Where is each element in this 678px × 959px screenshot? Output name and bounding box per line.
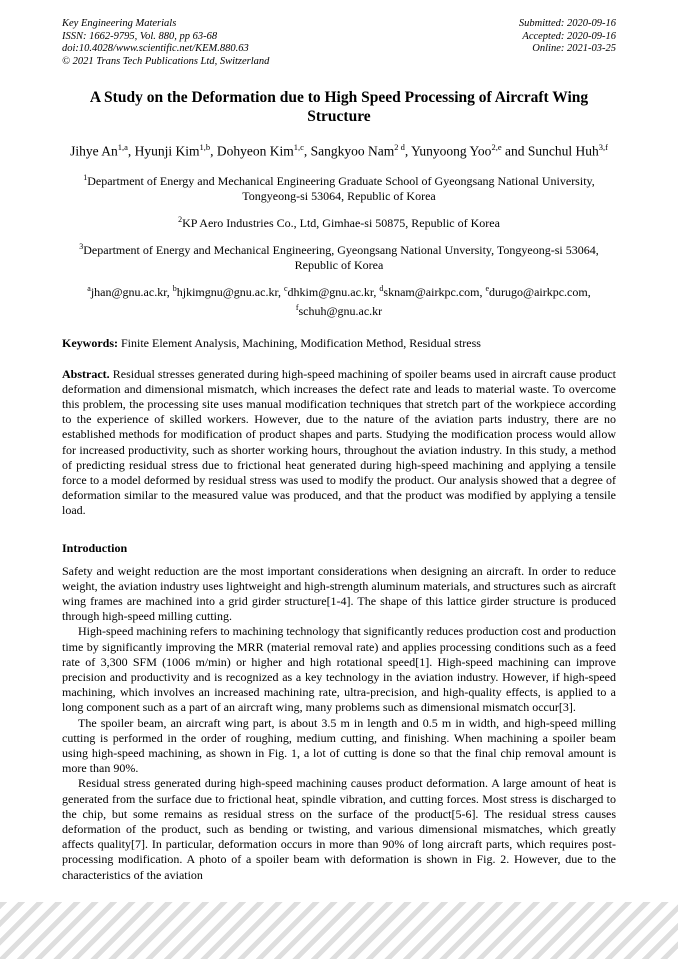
intro-paragraph-1: Safety and weight reduction are the most important considerations when designing an aircraft. In order to reduce weight, the aviation industry uses lightweight and high-strength aluminum materials, and structures such as aircraft wing frames are machined into a grid girder structure[1-4]. The shape of this lattice girder structure is produced through high-speed milling cutting. — [62, 563, 616, 624]
email-item — [284, 285, 376, 299]
email-address: durugo@airkpc.com, — [489, 284, 591, 299]
author-name: Jihye An — [70, 143, 118, 159]
email-superscript: c — [283, 283, 288, 293]
keywords-line — [62, 336, 616, 351]
email-item — [379, 285, 482, 299]
header-right-block — [519, 18, 616, 68]
paper-title: A Study on the Deformation due to High Speed Processing of Aircraft Wing Structure — [89, 89, 589, 125]
author-separator: and — [501, 143, 528, 159]
affiliation-3 — [62, 239, 616, 273]
copyright-line: © 2021 Trans Tech Publications Ltd, Switzerland — [62, 55, 270, 67]
page-cutoff-stripes — [0, 902, 678, 959]
affiliation-superscript: 1 — [83, 172, 88, 182]
section-heading-introduction: Introduction — [62, 540, 128, 555]
email-superscript: f — [295, 302, 299, 312]
email-superscript: a — [87, 283, 91, 293]
author-separator: , — [404, 143, 412, 159]
email-superscript: e — [485, 283, 490, 293]
email-address: hjkimgnu@gnu.ac.kr, — [176, 284, 281, 299]
email-superscript: b — [172, 283, 177, 293]
affiliation-superscript: 2 — [178, 214, 183, 224]
author-superscript: 1,b — [199, 142, 211, 152]
email-item — [296, 304, 382, 318]
author-superscript: 2 d — [394, 142, 405, 152]
author-separator: , — [127, 143, 135, 159]
keywords-text: Finite Element Analysis, Machining, Modification Method, Residual stress — [118, 335, 481, 350]
affiliation-text: Department of Energy and Mechanical Engineering Graduate School of Gyeongsang National University, Tongyeong-si 53064, Republic of Korea — [87, 173, 595, 203]
abstract-paragraph — [62, 367, 616, 519]
author-name: Hyunji Kim — [134, 143, 200, 159]
author-name: Yunyoong Yoo — [411, 143, 492, 159]
email-item — [173, 285, 281, 299]
header-left-block — [62, 18, 269, 68]
journal-name: Key Engineering Materials — [62, 18, 177, 29]
online-date: Online: 2021-03-25 — [532, 43, 616, 54]
authors-line — [62, 138, 616, 161]
paper-header — [62, 18, 616, 68]
author-superscript: 2,e — [491, 142, 502, 152]
affiliation-2 — [62, 212, 616, 231]
email-address: jhan@gnu.ac.kr, — [90, 284, 170, 299]
email-item — [87, 285, 169, 299]
intro-paragraph-2: High-speed machining refers to machining technology that significantly reduces production cost and production time by significantly improving the MRR (material removal rate) and applies processing conditions such as a feed rate of 3,300 SFM (1006 m/min) or higher and high rotational speed[1]. High-speed machining can improve precision and productivity and is recognized as a key technology in the aviation industry. However, if high-speed machining, which involves an increased machining rate, ultra-precision, and high-quality effects, is applied to a long component such as a part of an aircraft wing, many problems such as dimensional mismatch occur[3]. — [62, 624, 616, 715]
abstract-text: Residual stresses generated during high-speed machining of spoiler beams used in aircraft cause product deformation and dimensional mismatch, which increases the defect rate and leads to material waste. To overcome this problem, the processing site uses manual modification techniques that stretch part of the workpiece according to the experience of skilled workers. However, due to the nature of the aviation parts industry, there are no established methods for modification of product shapes and parts. Studying the modification process would allow for increased productivity, such as shorter working hours, throughout the aviation industry. In this study, a method of predicting residual stress due to frictional heat generated during high-speed machining and applying a tensile force to a model deformed by residual stress was used to modify the product. Our analysis showed that a degree of deformation similar to the measured value was produced, and that the product was modified by applying a tensile load. — [62, 366, 616, 518]
email-superscript: d — [379, 283, 384, 293]
intro-paragraph-3: The spoiler beam, an aircraft wing part, is about 3.5 m in length and 0.5 m in width, and high-speed milling cutting is performed in the order of roughing, medium cutting, and finishing. When machining a spoiler beam using high-speed machining, as shown in Fig. 1, a lot of cutting is done so that the final chip removal amount is more than 90%. — [62, 715, 616, 776]
abstract-label: Abstract. — [62, 366, 110, 381]
affiliation-text: KP Aero Industries Co., Ltd, Gimhae-si 50875, Republic of Korea — [182, 215, 500, 230]
affiliation-text: Department of Energy and Mechanical Engineering, Gyeongsang National Unversity, Tongyeong-si 53064, Republic of Korea — [83, 242, 599, 272]
email-item — [485, 285, 590, 299]
affiliation-1 — [62, 170, 616, 204]
affiliations-block — [62, 170, 616, 273]
issn-volume-line: ISSN: 1662-9795, Vol. 880, pp 63-68 — [62, 30, 218, 42]
emails-line — [62, 281, 616, 319]
keywords-label: Keywords: — [62, 335, 118, 350]
affiliation-superscript: 3 — [79, 241, 84, 251]
author-superscript: 1,c — [293, 142, 304, 152]
author-name: Sunchul Huh — [527, 143, 599, 159]
author-name: Dohyeon Kim — [216, 143, 294, 159]
email-address: dhkim@gnu.ac.kr, — [287, 284, 377, 299]
email-address: schuh@gnu.ac.kr — [298, 303, 383, 318]
author-separator: , — [303, 143, 311, 159]
intro-paragraph-4: Residual stress generated during high-speed machining causes product deformation. A large amount of heat is generated from the surface due to frictional heat, spindle vibration, and cutting forces. Most stress is discharged to the chip, but some remains as residual stress on the surface of the product[5-6]. The residual stress causes deformation of the product, such as bending or twisting, and various dimensional mismatches, which greatly affects quality[7]. In particular, deformation occurs in more than 90% of long aircraft parts, which requires post-processing modification. A photo of a spoiler beam with deformation is shown in Fig. 2. However, due to the characteristics of the aviation — [62, 776, 616, 882]
doi-line: doi:10.4028/www.scientific.net/KEM.880.63 — [62, 43, 249, 54]
author-name: Sangkyoo Nam — [310, 143, 395, 159]
submitted-date: Submitted: 2020-09-16 — [518, 18, 616, 29]
email-address: sknam@airkpc.com, — [383, 284, 483, 299]
author-superscript: 3,f — [598, 142, 608, 152]
author-separator: , — [210, 143, 217, 159]
accepted-date: Accepted: 2020-09-16 — [522, 30, 616, 42]
author-superscript: 1,a — [117, 142, 128, 152]
